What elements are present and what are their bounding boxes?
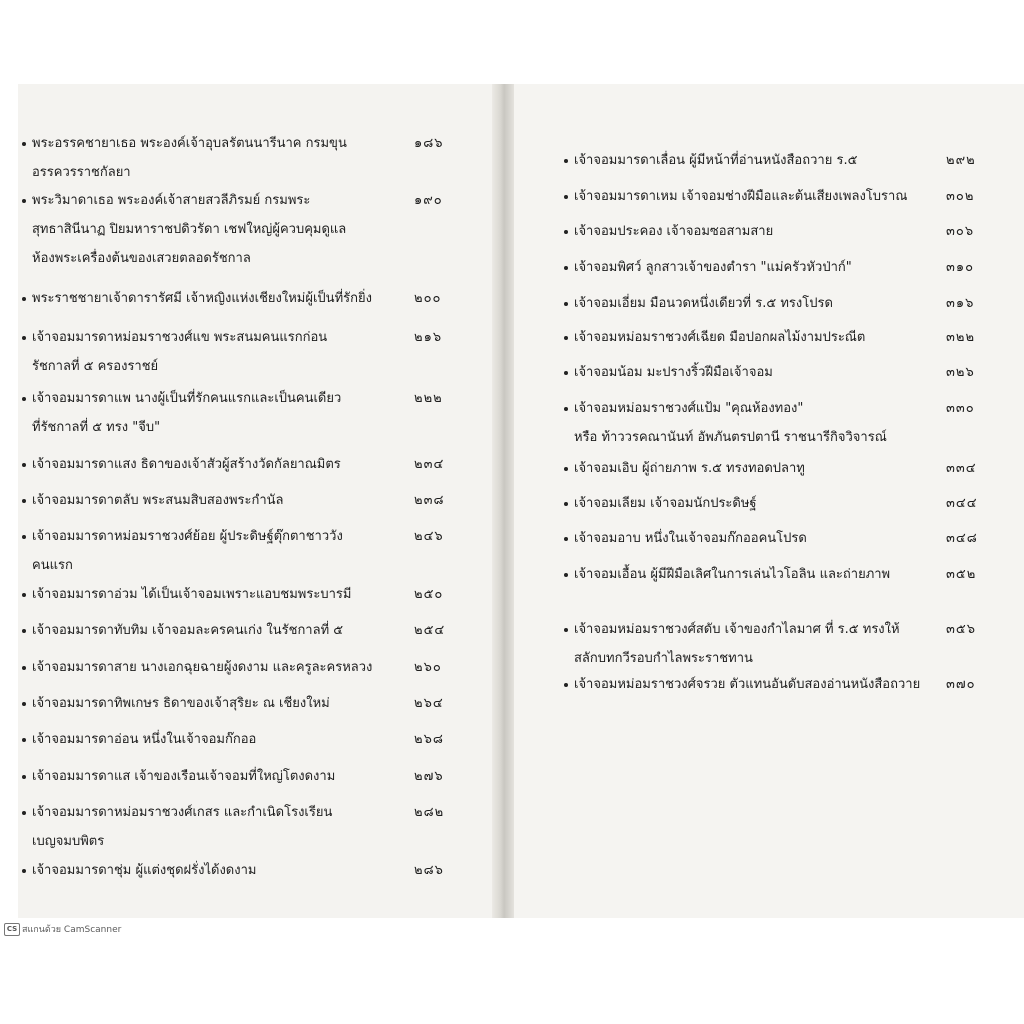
toc-page-number: ๒๙๒: [946, 153, 976, 168]
toc-bullet: [564, 683, 568, 687]
toc-page-number: ๒๕๔: [414, 623, 446, 638]
toc-page-number: ๓๔๘: [946, 531, 978, 546]
toc-entry-continuation: ห้องพระเครื่องต้นของเสวยตลอดรัชกาล: [32, 251, 251, 266]
toc-entry-title: เจ้าจอมมารดาแพ นางผู้เป็นที่รักคนแรกและเป็นคนเดียว: [32, 391, 342, 406]
toc-bullet: [564, 467, 568, 471]
toc-page-number: ๒๐๐: [414, 291, 442, 306]
toc-entry-title: เจ้าจอมหม่อมราชวงศ์สดับ เจ้าของกำไลมาศ ที่ ร.๕ ทรงให้: [574, 622, 900, 637]
toc-entry-title: เจ้าจอมมารดาอ่วม ได้เป็นเจ้าจอมเพราะแอบชมพระบารมี: [32, 587, 352, 602]
toc-page-number: ๓๐๖: [946, 224, 975, 239]
toc-page-number: ๓๗๐: [946, 677, 976, 692]
scanner-watermark-text: สแกนด้วย CamScanner: [22, 925, 122, 935]
toc-page-number: ๒๖๘: [414, 732, 444, 747]
toc-page-number: ๓๑๖: [946, 296, 975, 311]
toc-page-number: ๒๔๖: [414, 529, 444, 544]
toc-bullet: [564, 195, 568, 199]
camscanner-icon: CS: [4, 923, 20, 936]
toc-page-number: ๒๕๐: [414, 587, 444, 602]
toc-page-number: ๒๗๖: [414, 769, 444, 784]
toc-entry-title: เจ้าจอมมารดาสาย นางเอกฉุยฉายผู้งดงาม และครูละครหลวง: [32, 660, 373, 675]
toc-bullet: [564, 159, 568, 163]
scanner-watermark: [0, 920, 300, 938]
toc-entry-title: เจ้าจอมมารดาทิพเกษร ธิดาของเจ้าสุริยะ ณ เชียงใหม่: [32, 696, 330, 711]
toc-bullet: [22, 811, 26, 815]
toc-bullet: [22, 142, 26, 146]
toc-entry-title: พระราชชายาเจ้าดารารัศมี เจ้าหญิงแห่งเชียงใหม่ผู้เป็นที่รักยิ่ง: [32, 291, 372, 306]
toc-bullet: [22, 593, 26, 597]
toc-bullet: [22, 869, 26, 873]
toc-page-number: ๓๐๒: [946, 189, 975, 204]
toc-entry-title: เจ้าจอมพิศว์ ลูกสาวเจ้าของตำรา "แม่ครัวหัวป่าก์": [574, 260, 852, 275]
toc-bullet: [22, 336, 26, 340]
toc-entry-title: พระอรรคชายาเธอ พระองค์เจ้าอุบลรัตนนารีนาค กรมขุน: [32, 136, 347, 151]
toc-bullet: [22, 297, 26, 301]
toc-bullet: [22, 629, 26, 633]
toc-page-number: ๓๒๒: [946, 330, 976, 345]
toc-page-number: ๒๑๖: [414, 330, 443, 345]
toc-bullet: [564, 407, 568, 411]
toc-page-number: ๓๓๐: [946, 401, 975, 416]
toc-entry-continuation: สุทธาสินีนาฏ ปิยมหาราชปดิวรัดา เชฟใหญ่ผู้ควบคุมดูแล: [32, 222, 347, 237]
toc-entry-title: เจ้าจอมมารดาชุ่ม ผู้แต่งชุดฝรั่งได้งดงาม: [32, 863, 257, 878]
toc-bullet: [564, 302, 568, 306]
toc-entry-title: เจ้าจอมเอิบ ผู้ถ่ายภาพ ร.๕ ทรงทอดปลาทู: [574, 461, 805, 476]
toc-entry-title: เจ้าจอมมารดาหม่อมราชวงศ์แข พระสนมคนแรกก่อน: [32, 330, 328, 345]
toc-entry-title: พระวิมาดาเธอ พระองค์เจ้าสายสวลีภิรมย์ กรมพระ: [32, 193, 311, 208]
book-spread: [18, 84, 1024, 918]
toc-bullet: [564, 230, 568, 234]
toc-entry-continuation: รัชกาลที่ ๕ ครองราชย์: [32, 359, 159, 374]
toc-entry-continuation: คนแรก: [32, 558, 73, 573]
toc-page-number: ๒๖๔: [414, 696, 444, 711]
toc-bullet: [564, 371, 568, 375]
toc-bullet: [564, 537, 568, 541]
toc-bullet: [22, 702, 26, 706]
toc-page-number: ๒๖๐: [414, 660, 442, 675]
toc-entry-title: เจ้าจอมมารดาแสง ธิดาของเจ้าสัวผู้สร้างวัดกัลยาณมิตร: [32, 457, 341, 472]
toc-entry-title: เจ้าจอมมารดาเหม เจ้าจอมช่างฝีมือและต้นเสียงเพลงโบราณ: [574, 189, 908, 204]
toc-bullet: [22, 463, 26, 467]
toc-bullet: [22, 775, 26, 779]
toc-page-number: ๑๘๖: [414, 136, 444, 151]
toc-entry-title: เจ้าจอมเอื้อน ผู้มีฝีมือเลิศในการเล่นไวโอลิน และถ่ายภาพ: [574, 567, 891, 582]
book-gutter: [492, 84, 514, 918]
toc-bullet: [564, 266, 568, 270]
right-page: [514, 84, 1024, 918]
toc-entry-continuation: หรือ ท้าววรคณานันท์ อัพภันตรปตานี ราชนารีกิจวิจารณ์: [574, 430, 887, 445]
toc-bullet: [564, 573, 568, 577]
toc-page-number: ๒๒๒: [414, 391, 443, 406]
toc-page-number: ๒๓๔: [414, 457, 445, 472]
toc-entry-title: เจ้าจอมเลียม เจ้าจอมนักประดิษฐ์: [574, 496, 757, 511]
toc-entry-title: เจ้าจอมหม่อมราชวงศ์เฉียด มือปอกผลไม้งามประณีต: [574, 330, 866, 345]
toc-entry-title: เจ้าจอมประคอง เจ้าจอมซอสามสาย: [574, 224, 774, 239]
toc-entry-title: เจ้าจอมหม่อมราชวงศ์แป้ม "คุณห้องทอง": [574, 401, 804, 416]
toc-bullet: [564, 502, 568, 506]
toc-page-number: ๒๓๘: [414, 493, 445, 508]
toc-page-number: ๓๓๔: [946, 461, 977, 476]
toc-entry-title: เจ้าจอมมารดาแส เจ้าของเรือนเจ้าจอมที่ใหญ่โตงดงาม: [32, 769, 336, 784]
toc-bullet: [22, 535, 26, 539]
toc-entry-title: เจ้าจอมอาบ หนึ่งในเจ้าจอมก๊กออคนโปรด: [574, 531, 807, 546]
left-page: [18, 84, 492, 918]
toc-page-number: ๒๘๒: [414, 805, 445, 820]
toc-entry-continuation: สลักบทกวีรอบกำไลพระราชทาน: [574, 651, 753, 666]
toc-entry-title: เจ้าจอมมารดาหม่อมราชวงศ์เกสร และกำเนิดโรงเรียน: [32, 805, 333, 820]
toc-bullet: [564, 628, 568, 632]
toc-page-number: ๓๔๔: [946, 496, 978, 511]
toc-bullet: [22, 397, 26, 401]
toc-page-number: ๓๕๒: [946, 567, 977, 582]
toc-entry-title: เจ้าจอมมารดาตลับ พระสนมสิบสองพระกำนัล: [32, 493, 284, 508]
toc-bullet: [22, 499, 26, 503]
toc-entry-title: เจ้าจอมมารดาหม่อมราชวงศ์ย้อย ผู้ประดิษฐ์ตุ๊กตาชาววัง: [32, 529, 343, 544]
toc-entry-continuation: เบญจมบพิตร: [32, 834, 105, 849]
toc-entry-continuation: ที่รัชกาลที่ ๕ ทรง "จีบ": [32, 420, 161, 435]
toc-entry-title: เจ้าจอมมารดาอ่อน หนึ่งในเจ้าจอมก๊กออ: [32, 732, 257, 747]
toc-page-number: ๑๙๐: [414, 193, 443, 208]
toc-entry-title: เจ้าจอมมารดาทับทิม เจ้าจอมละครคนเก่ง ในรัชกาลที่ ๕: [32, 623, 344, 638]
toc-entry-title: เจ้าจอมหม่อมราชวงศ์จรวย ตัวแทนอันดับสองอ่านหนังสือถวาย: [574, 677, 921, 692]
toc-entry-title: เจ้าจอมมารดาเลื่อน ผู้มีหน้าที่อ่านหนังสือถวาย ร.๕: [574, 153, 858, 168]
toc-page-number: ๓๑๐: [946, 260, 975, 275]
toc-entry-continuation: อรรควรราชกัลยา: [32, 165, 131, 180]
toc-bullet: [22, 738, 26, 742]
toc-entry-title: เจ้าจอมเอี่ยม มือนวดหนึ่งเดียวที่ ร.๕ ทรงโปรด: [574, 296, 833, 311]
toc-bullet: [22, 199, 26, 203]
toc-page-number: ๓๕๖: [946, 622, 976, 637]
toc-page-number: ๓๒๖: [946, 365, 975, 380]
toc-entry-title: เจ้าจอมน้อม มะปรางริ้วฝีมือเจ้าจอม: [574, 365, 773, 380]
toc-bullet: [564, 336, 568, 340]
toc-page-number: ๒๘๖: [414, 863, 444, 878]
toc-bullet: [22, 666, 26, 670]
